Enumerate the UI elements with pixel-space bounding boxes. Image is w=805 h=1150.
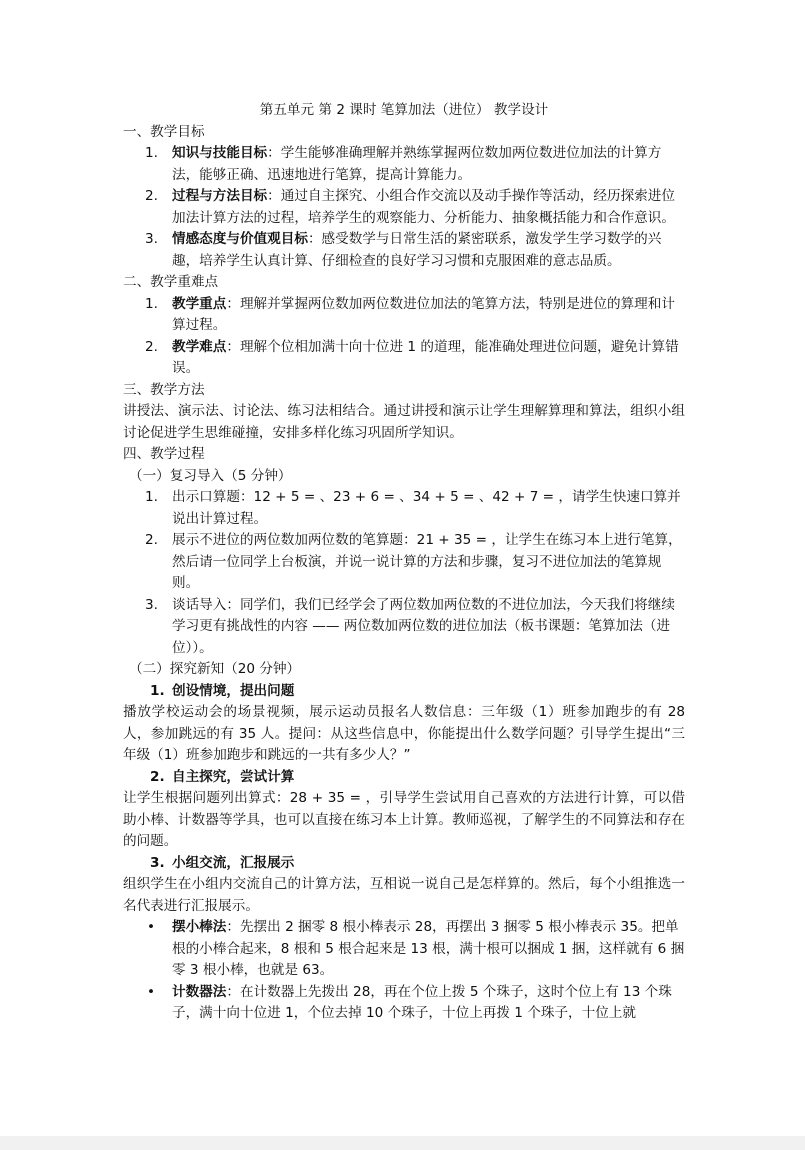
page-bottom-edge	[0, 1136, 805, 1150]
document-title: 第五单元 第 2 课时 笔算加法（进位） 教学设计	[259, 102, 549, 118]
step-number: 2.	[150, 768, 165, 785]
item-text: 出示口算题：12 + 5 = 、23 + 6 = 、34 + 5 = 、42 + 7 = ，请学生快速口算并说出计算过程。	[172, 489, 681, 527]
item-label: 过程与方法目标	[172, 188, 268, 204]
item-number: 2.	[145, 532, 158, 548]
step-paragraph: 播放学校运动会的场景视频，展示运动员报名人数信息：三年级（1）班参加跑步的有 28 人，参加跳远的有 35 人。提问：从这些信息中，你能提出什么数学问题？引导学生提出“三年级（1）班参加跑步和跳远的一共有多少人？”	[123, 704, 685, 763]
step-heading	[123, 681, 685, 703]
step-title: 自主探究，尝试计算	[172, 768, 295, 785]
item-text: ：感受数学与日常生活的紧密联系，激发学生学习数学的兴趣，培养学生认真计算、仔细检查的良好学习习惯和克服困难的意志品质。	[172, 231, 662, 269]
item-number: 2.	[145, 188, 158, 204]
item-number: 1.	[145, 489, 158, 505]
objective-item	[123, 186, 685, 229]
bullet-label: 计数器法	[172, 983, 227, 1000]
bullet-dot: •	[147, 919, 156, 935]
item-text: 谈话导入：同学们，我们已经学会了两位数加两位数的不进位加法，今天我们将继续学习更有挑战性的内容 —— 两位数加两位数的进位加法（板书课题：笔算加法（进位））。	[172, 596, 675, 656]
objective-item	[123, 143, 685, 186]
item-label: 知识与技能目标	[172, 145, 268, 161]
item-number: 1.	[145, 295, 158, 312]
item-number: 3.	[145, 231, 158, 247]
review-item	[123, 530, 685, 595]
objective-item	[123, 229, 685, 272]
step-title: 创设情境，提出问题	[172, 682, 295, 699]
step-number: 1.	[150, 682, 165, 699]
step-title: 小组交流，汇报展示	[172, 854, 295, 871]
step-heading	[123, 853, 685, 875]
item-label: 教学难点	[172, 338, 227, 355]
methods-paragraph: 讲授法、演示法、讨论法、练习法相结合。通过讲授和演示让学生理解算理和算法，组织小组讨论促进学生思维碰撞，安排多样化练习巩固所学知识。	[123, 403, 685, 441]
item-text: ：理解并掌握两位数加两位数进位加法的笔算方法，特别是进位的算理和计算过程。	[172, 295, 675, 333]
method-bullet	[123, 917, 685, 982]
step-heading	[123, 767, 685, 789]
item-text: ：理解个位相加满十向十位进 1 的道理，能准确处理进位问题，避免计算错误。	[172, 338, 679, 376]
item-number: 2.	[145, 338, 158, 355]
section-heading-process: 四、教学过程	[123, 446, 205, 462]
key-point-item	[123, 294, 685, 337]
section-heading-objectives: 一、教学目标	[123, 123, 205, 140]
item-number: 1.	[145, 145, 158, 161]
section-heading-key-points: 二、教学重难点	[123, 274, 219, 290]
step-paragraph: 组织学生在小组内交流自己的计算方法，互相说一说自己是怎样算的。然后，每个小组推选一名代表进行汇报展示。	[123, 876, 685, 914]
subsection-heading-review: （一）复习导入（5 分钟）	[129, 467, 292, 484]
review-item	[123, 487, 685, 530]
item-number: 3.	[145, 596, 158, 613]
subsection-heading-explore: （二）探究新知（20 分钟）	[129, 661, 301, 677]
step-number: 3.	[150, 854, 165, 871]
item-label: 教学重点	[172, 295, 227, 312]
bullet-text: ：在计数器上先拨出 28，再在个位上拨 5 个珠子，这时个位上有 13 个珠子，满十向十位进 1，个位去掉 10 个珠子，十位上再拨 1 个珠子，十位上就	[172, 983, 672, 1021]
item-label: 情感态度与价值观目标	[172, 231, 308, 247]
key-point-item	[123, 337, 685, 380]
lesson-plan	[123, 100, 685, 1025]
review-item	[123, 595, 685, 660]
bullet-text: ：先摆出 2 捆零 8 根小棒表示 28，再摆出 3 捆零 5 根小棒表示 35。把单根的小棒合起来，8 根和 5 根合起来是 13 根，满十根可以捆成 1 捆，这样就有 6 捆零 3 根小棒，也就是 63。	[172, 919, 685, 978]
item-text: 展示不进位的两位数加两位数的笔算题：21 + 35 = ，让学生在练习本上进行笔算，然后请一位同学上台板演，并说一说计算的方法和步骤，复习不进位加法的笔算规则。	[172, 532, 682, 591]
bullet-label: 摆小棒法	[172, 919, 227, 935]
item-text: ：学生能够准确理解并熟练掌握两位数加两位数进位加法的计算方法，能够正确、迅速地进行笔算，提高计算能力。	[172, 145, 662, 183]
bullet-dot: •	[147, 983, 156, 1000]
step-paragraph: 让学生根据问题列出算式：28 + 35 = ，引导学生尝试用自己喜欢的方法进行计算，可以借助小棒、计数器等学具，也可以直接在练习本上计算。教师巡视，了解学生的不同算法和存在的问题。	[123, 790, 685, 849]
method-bullet	[123, 982, 685, 1025]
section-heading-methods: 三、教学方法	[123, 381, 205, 398]
item-text: ：通过自主探究、小组合作交流以及动手操作等活动，经历探索进位加法计算方法的过程，培养学生的观察能力、分析能力、抽象概括能力和合作意识。	[172, 188, 675, 226]
